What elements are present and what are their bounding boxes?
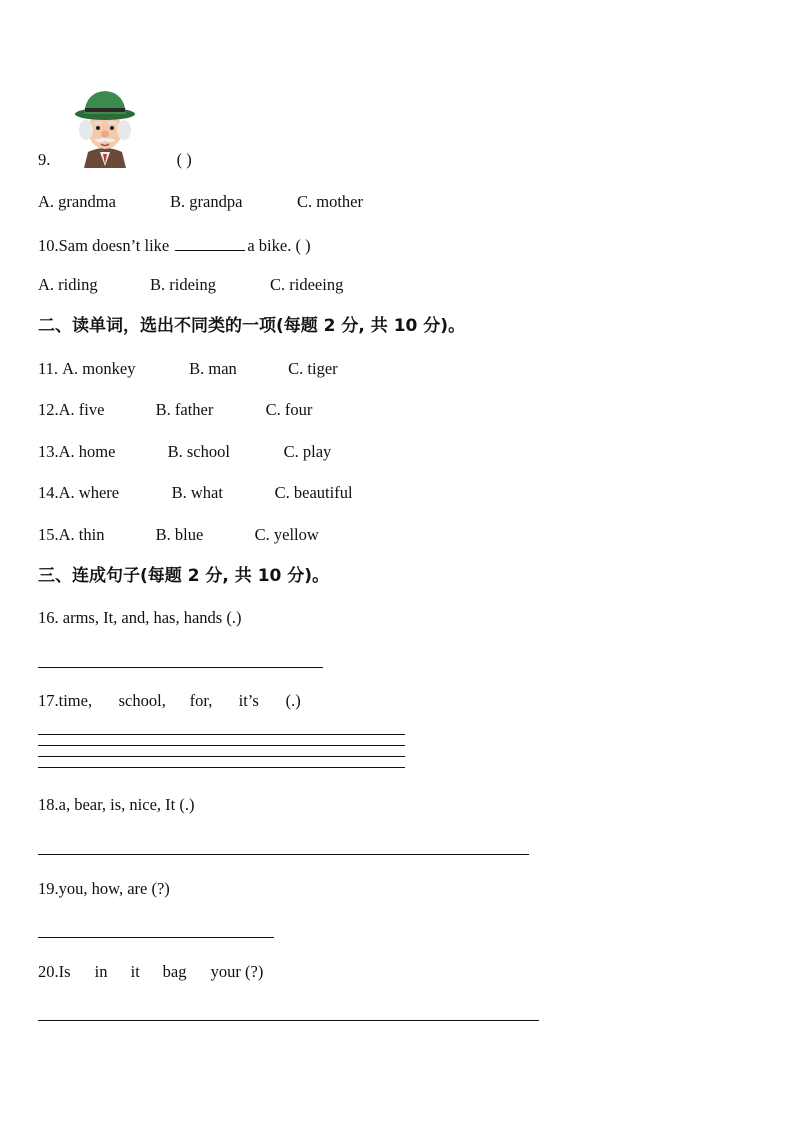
option-a: A. thin (58, 525, 105, 544)
word-list: a, bear, is, nice, It (.) (58, 795, 195, 814)
section-3-title: 三、连成句子(每题 2 分, 共 10 分)。 (38, 566, 330, 586)
answer-line (38, 937, 274, 938)
question-number: 15. (38, 525, 59, 544)
option-a: A. where (58, 483, 120, 502)
word: Is (58, 962, 71, 981)
option-b: B. man (189, 359, 237, 378)
option-b: B. blue (155, 525, 204, 544)
answer-line (38, 756, 405, 757)
question-number: 17. (38, 691, 59, 710)
word: (.) (285, 691, 301, 710)
word: in (94, 962, 108, 981)
question-19 (38, 879, 170, 899)
option-a: A. home (58, 442, 116, 461)
question-15 (38, 525, 319, 545)
word-list: you, how, are (?) (58, 879, 170, 898)
option-c: C. four (265, 400, 313, 419)
answer-blank (175, 234, 245, 251)
word: school, (118, 691, 166, 710)
option-a: A. five (58, 400, 105, 419)
question-10-text: 10.Sam doesn’t like (38, 236, 174, 255)
answer-line (38, 667, 323, 668)
option-b: B. what (171, 483, 223, 502)
question-number: 14. (38, 483, 59, 502)
question-17 (38, 691, 301, 711)
question-14 (38, 483, 353, 503)
question-9 (38, 150, 192, 170)
question-16 (38, 608, 241, 628)
question-number: 16. (38, 608, 63, 627)
question-10-text-end: a bike. ( ) (247, 236, 311, 255)
word-list: arms, It, and, has, hands (.) (62, 608, 242, 627)
option-b: B. grandpa (170, 192, 243, 211)
word: for, (189, 691, 213, 710)
question-18 (38, 795, 194, 815)
question-number: 12. (38, 400, 59, 419)
option-b: B. rideing (150, 275, 216, 294)
question-number: 11. (38, 359, 63, 378)
option-c: C. tiger (288, 359, 338, 378)
question-12 (38, 400, 312, 420)
word: it (130, 962, 140, 981)
word: bag (162, 962, 187, 981)
question-number: 13. (38, 442, 59, 461)
option-c: C. mother (297, 192, 363, 211)
option-c: C. yellow (254, 525, 319, 544)
option-c: C. rideeing (270, 275, 344, 294)
question-number: 20. (38, 962, 59, 981)
question-11 (38, 359, 338, 379)
answer-line (38, 1020, 539, 1021)
question-10 (38, 234, 311, 256)
answer-line (38, 734, 405, 735)
answer-line (38, 854, 529, 855)
word: your (?) (210, 962, 264, 981)
option-a: A. riding (38, 275, 98, 294)
word: it’s (238, 691, 259, 710)
option-c: C. play (283, 442, 332, 461)
question-10-options (38, 275, 343, 295)
answer-paren: ( ) (176, 150, 192, 169)
option-b: B. father (155, 400, 214, 419)
option-a: A. monkey (62, 359, 136, 378)
question-13 (38, 442, 331, 462)
option-a: A. grandma (38, 192, 116, 211)
question-number: 19. (38, 879, 59, 898)
option-b: B. school (167, 442, 230, 461)
section-2-title: 二、读单词，选出不同类的一项(每题 2 分, 共 10 分)。 (38, 316, 466, 336)
question-20 (38, 962, 263, 982)
word: time, (58, 691, 93, 710)
answer-line (38, 745, 405, 746)
answer-line (38, 767, 405, 768)
question-9-number: 9. (38, 150, 51, 169)
question-number: 18. (38, 795, 59, 814)
option-c: C. beautiful (274, 483, 353, 502)
question-9-options (38, 192, 363, 212)
